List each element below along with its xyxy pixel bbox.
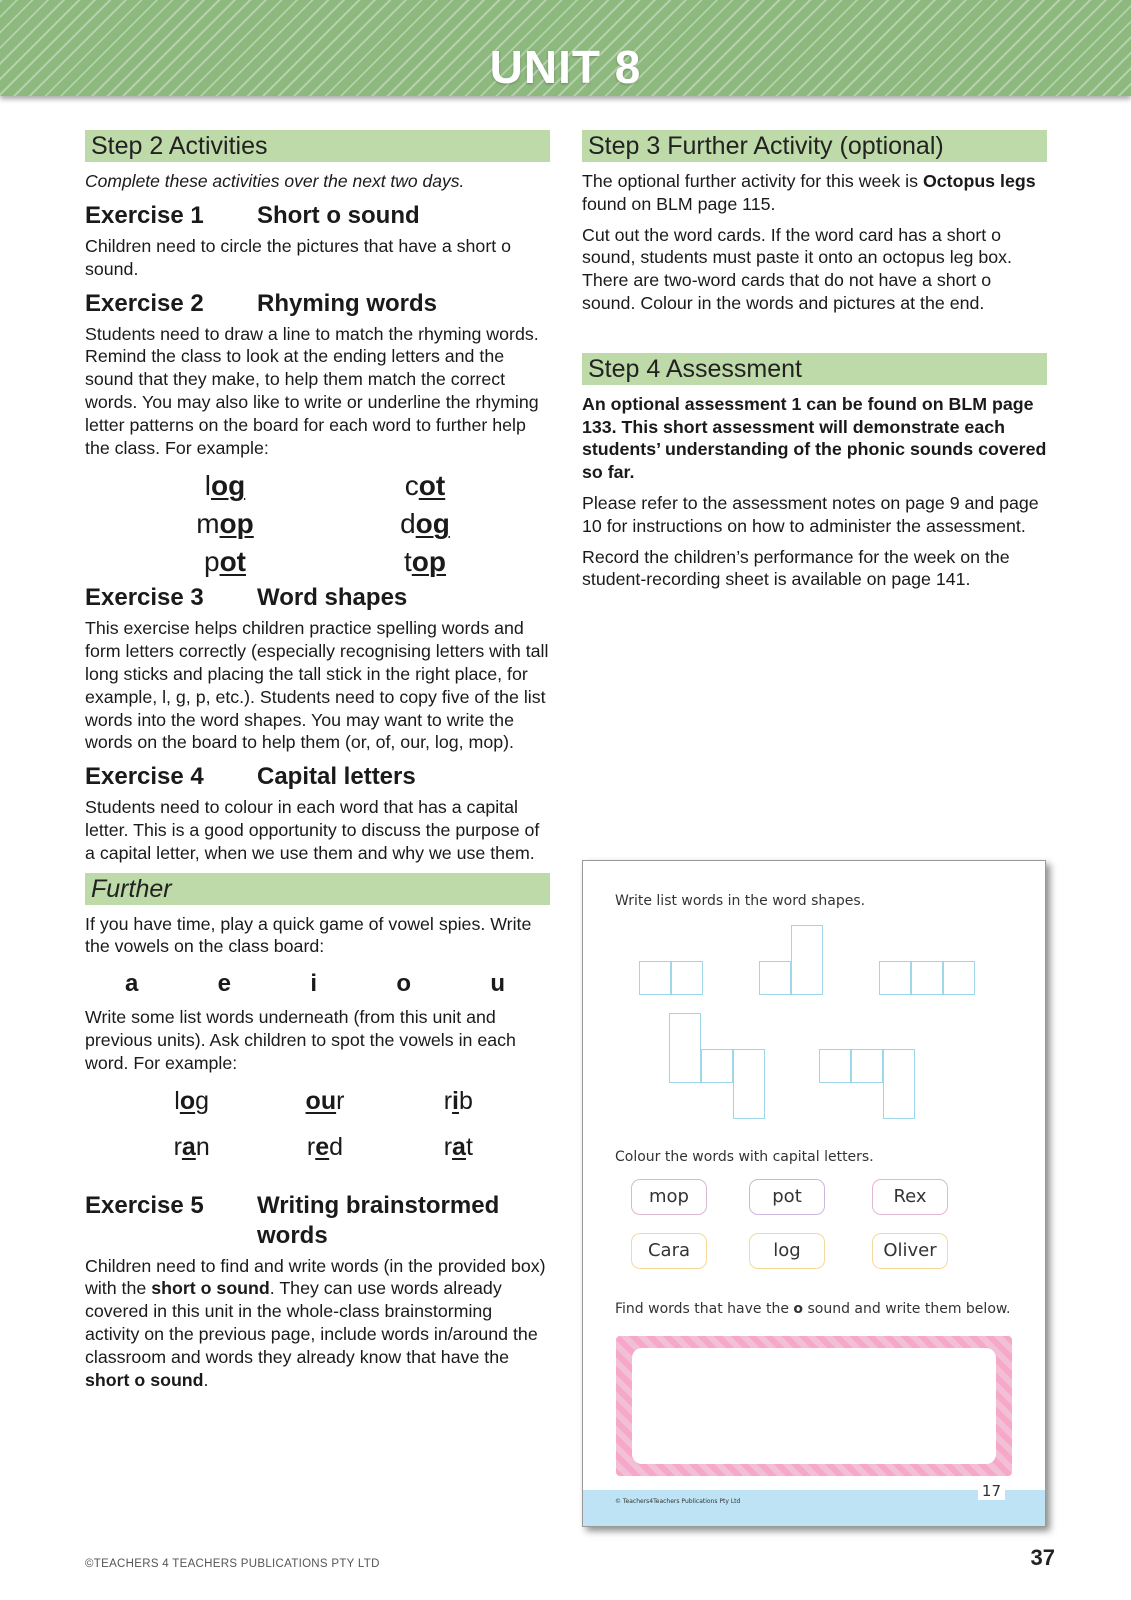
step3-activity-name: Octopus legs [922,171,1036,191]
instruction-part: Find words that have the [615,1301,794,1317]
example-word-start: r [443,1086,453,1115]
rhyme-word-start: p [203,546,220,578]
word-shape-box [883,1049,915,1119]
step3-text-2: Cut out the word cards. If the word card has a short o sound, students must paste it onto an octopus leg box. There are two-word cards that do not have a short o sound. Colour in the words and pictures at the end. [582,224,1012,313]
rhyme-pairs [125,467,525,581]
word-shape-box [669,1013,701,1083]
worksheet-thumbnail [582,860,1046,1527]
example-word-start: r [443,1132,453,1161]
word-card-cara: Cara [631,1233,707,1269]
exercise2-text: Students need to draw a line to match the rhyming words. Remind the class to look at the ending letters and the sound that they make, to help them match the correct words. You may also like to write or underline the rhyming letter patterns on the board for each word to further help the class. For example: [85,323,539,458]
word-card-rex: Rex [872,1179,948,1215]
exercise5-text-part: . They can use words already covered in this unit in the whole-class brainstorming activity on the previous page, include words in/around the classroom and words they already know that have the [85,1278,538,1367]
example-word-end: b [459,1086,473,1115]
vowel-examples [125,1085,525,1163]
step3-heading: Step 3 Further Activity (optional) [582,130,1047,162]
example-word-start: l [174,1086,180,1115]
word-shape-box [819,1049,851,1083]
word-card-oliver: Oliver [872,1233,948,1269]
worksheet-copyright: © Teachers4Teachers Publications Pty Ltd [615,1498,741,1505]
example-word-vowel: e [315,1132,330,1161]
unit-title: UNIT 8 [489,41,642,93]
exercise1-title: Short o sound [257,202,420,229]
exercise3-text: This exercise helps children practice spelling words and form letters correctly (especially recognising letters with tall long sticks and placing the tall stick in the right place, for example, l, g, p, etc.). Students need to copy five of the list words into the word shapes. You may want to write the words on the board to help them (or, of, our, log, mop). [85,618,549,753]
step2-intro: Complete these activities over the next two days. [85,171,465,191]
example-word [258,1085,391,1117]
word-shape-box [759,961,791,995]
vowel: i [310,970,318,998]
word-card-pot: pot [749,1179,825,1215]
example-word-end: t [465,1132,473,1161]
step4-heading: Step 4 Assessment [582,353,1047,385]
worksheet-instruction-2: Colour the words with capital letters. [615,1149,874,1165]
exercise4-number: Exercise 4 [85,763,204,791]
example-word-vowel: o [179,1086,196,1115]
rhyme-word-ending: ot [418,470,446,502]
left-column [85,130,550,1399]
exercise3-title: Word shapes [257,584,408,612]
rhyme-word-ending: op [219,508,254,540]
step4-text-2: Please refer to the assessment notes on page 9 and page 10 for instructions on how to administer the assessment. [582,492,1039,536]
rhyme-word-start: c [404,470,419,502]
vowel-list [125,970,505,998]
exercise5-heading [85,1191,550,1251]
word-shape-box [639,961,671,995]
example-word-start: r [173,1132,182,1161]
example-word-start: r [306,1132,316,1161]
exercise2-title: Rhyming words [257,289,438,317]
step4-text-3: Record the children’s performance for the week on the student-recording sheet is available on page 141. [582,546,1010,590]
worksheet-instruction-3 [615,1301,1011,1317]
step4-assessment-note: An optional assessment 1 can be found on BLM page 133. This short assessment will demonstrate each students’ understanding of the phonic sounds covered so far. [582,393,1047,483]
vowel: u [490,970,505,998]
exercise3-heading [85,583,550,613]
exercise2-heading [85,289,550,319]
word-shape-box [879,961,911,995]
rhyme-word-start: m [196,508,220,540]
word-card-mop: mop [631,1179,707,1215]
exercise5-text [85,1255,550,1392]
example-word [125,1085,258,1117]
rhyme-word-ending: ot [219,546,246,578]
step3-text-part: The optional further activity for this week is [582,171,923,191]
rhyme-word [125,543,325,581]
rhyme-word [125,505,325,543]
exercise5-text-part: . [203,1369,209,1390]
vowel: o [396,970,411,998]
exercise4-heading [85,762,550,792]
answer-box-frame [616,1336,1012,1476]
example-word-end: g [195,1086,210,1115]
rhyme-word [325,505,525,543]
word-shape-box [943,961,975,995]
footer-copyright: ©TEACHERS 4 TEACHERS PUBLICATIONS PTY LTD [85,1558,380,1570]
word-shape-box [911,961,943,995]
example-word [392,1085,525,1117]
rhyme-word-ending: og [415,508,450,540]
rhyme-word-ending: op [411,546,446,578]
word-card-log: log [749,1233,825,1269]
example-word-vowel: ou [305,1086,337,1115]
worksheet-instruction-1: Write list words in the word shapes. [615,893,866,909]
exercise1-text: Children need to circle the pictures that have a short o sound. [85,236,512,279]
exercise3-number: Exercise 3 [85,584,204,612]
word-shape-box [733,1049,765,1119]
further-text-2: Write some list words underneath (from this unit and previous units). Ask children to spot the vowels in each word. For example: [85,1007,516,1073]
footer-page-number: 37 [1030,1545,1055,1570]
instruction-emphasis: o [793,1301,804,1317]
word-shape-box [851,1049,883,1083]
example-word-vowel: a [452,1132,466,1161]
exercise4-title: Capital letters [257,763,416,791]
answer-box [632,1348,996,1464]
exercise5-emphasis: short o sound [85,1369,204,1390]
worksheet-page-number: 17 [978,1482,1005,1500]
rhyme-word [325,467,525,505]
example-word [392,1131,525,1163]
rhyme-word-start: d [400,508,416,540]
further-text-1: If you have time, play a quick game of vowel spies. Write the vowels on the class board: [85,913,532,957]
word-shape-box [671,961,703,995]
word-shape-box [701,1049,733,1083]
exercise1-number: Exercise 1 [85,202,204,229]
spacer [582,323,1047,353]
example-word-end: d [329,1132,344,1161]
rhyme-word-ending: og [211,470,246,502]
step2-heading: Step 2 Activities [85,130,550,162]
example-word-end: n [195,1132,210,1161]
exercise2-number: Exercise 2 [85,289,204,317]
example-word [125,1131,258,1163]
rhyme-word [325,543,525,581]
vowel: e [217,970,232,998]
exercise5-text-part: Children need to find and write words (in the provided box) with the [85,1255,546,1299]
further-heading: Further [85,873,550,905]
example-word-vowel: a [181,1132,196,1161]
vowel: a [125,970,139,998]
exercise5-emphasis: short o sound [151,1278,270,1299]
word-shape-box [791,925,823,995]
step3-text-part: found on BLM page 115. [582,193,776,214]
worksheet-footer [583,1482,1045,1526]
example-word-end: r [336,1086,345,1115]
rhyme-word-start: l [204,470,211,502]
instruction-part: sound and write them below. [803,1301,1011,1317]
unit-banner [0,0,1131,96]
exercise5-number: Exercise 5 [85,1191,204,1219]
exercise1-heading [85,201,550,231]
exercise5-title: Writing brainstormed words [257,1191,500,1249]
step3-text-1 [582,170,1047,216]
rhyme-word [125,467,325,505]
rhyme-word-start: t [404,546,412,578]
exercise4-text: Students need to colour in each word that has a capital letter. This is a good opportunity to discuss the purpose of a capital letter, when we use them and why we use them. [85,797,540,863]
right-column [582,130,1047,599]
example-word [258,1131,391,1163]
example-word-vowel: i [452,1086,459,1115]
